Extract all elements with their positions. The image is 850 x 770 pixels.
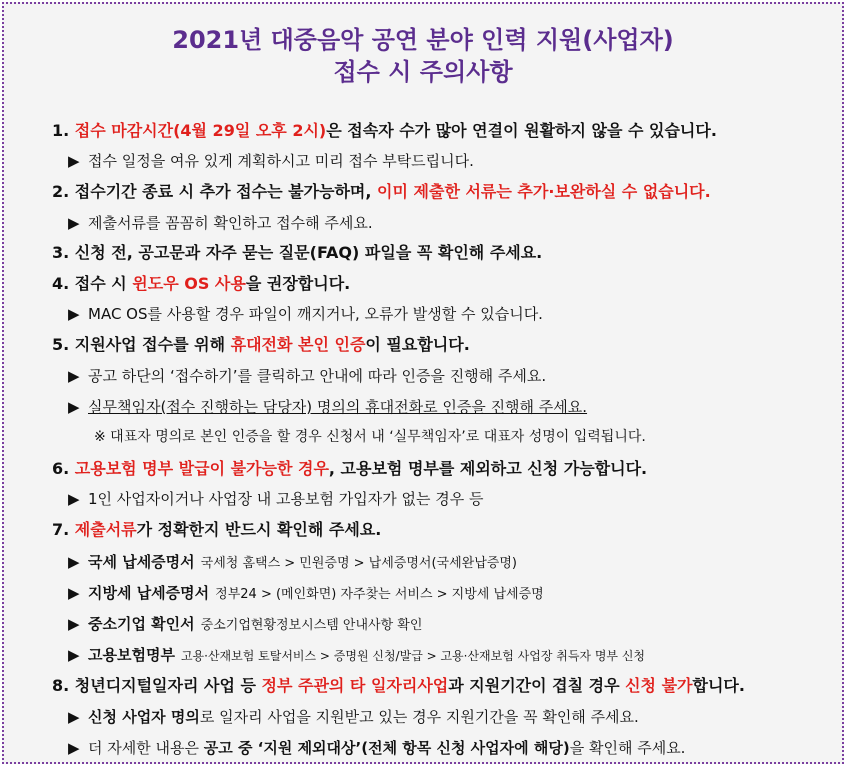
triangle-bullet-icon: ▶	[68, 584, 80, 602]
item-2-sub-1: ▶ 제출서류를 꼼꼼히 확인하고 접수해 주세요.	[68, 214, 373, 232]
triangle-bullet-icon: ▶	[68, 398, 80, 416]
item-8-sub-1: ▶ 신청 사업자 명의로 일자리 사업을 지원받고 있는 경우 지원기간을 꼭 확인해 주세요.	[68, 708, 639, 726]
item-5-highlight: 휴대전화 본인 인증	[230, 335, 366, 354]
item-5-sub-1: ▶ 공고 하단의 ‘접수하기’를 클릭하고 안내에 따라 인증을 진행해 주세요.	[68, 367, 547, 385]
item-6-sub-1: ▶ 1인 사업자이거나 사업장 내 고용보험 가입자가 없는 경우 등	[68, 490, 484, 508]
item-2: 2. 접수기간 종료 시 추가 접수는 불가능하며, 이미 제출한 서류는 추가·보완하실 수 없습니다.	[52, 182, 711, 201]
item-8-sub-2: ▶ 더 자세한 내용은 공고 중 ‘지원 제외대상’(전체 항목 신청 사업자에 해당)을 확인해 주세요.	[68, 739, 686, 757]
item-1-text: 은 접속자 수가 많아 연결이 원활하지 않을 수 있습니다.	[326, 121, 717, 140]
triangle-bullet-icon: ▶	[68, 646, 80, 664]
triangle-bullet-icon: ▶	[68, 553, 80, 571]
triangle-bullet-icon: ▶	[68, 739, 80, 757]
item-7-sub-1: ▶ 국세 납세증명서 국세청 홈택스 > 민원증명 > 납세증명서(국세완납증명)	[68, 553, 517, 571]
item-4: 4. 접수 시 윈도우 OS 사용을 권장합니다.	[52, 274, 351, 293]
item-4-highlight: 윈도우 OS 사용	[132, 274, 246, 293]
title-line-1: 2021년 대중음악 공연 분야 인력 지원(사업자)	[172, 26, 674, 54]
title-line-2: 접수 시 주의사항	[333, 58, 513, 86]
item-5-note: ※ 대표자 명의로 본인 인증을 할 경우 신청서 내 ‘실무책임자’로 대표자 성명이 입력됩니다.	[94, 429, 646, 445]
item-1	[52, 120, 717, 142]
notice-box	[2, 2, 844, 764]
item-6: 6. 고용보험 명부 발급이 불가능한 경우, 고용보험 명부를 제외하고 신청 가능합니다.	[52, 459, 648, 478]
item-7: 7. 제출서류가 정확한지 반드시 확인해 주세요.	[52, 520, 382, 539]
item-8-highlight-2: 신청 불가	[625, 676, 693, 695]
item-1-number: 1.	[52, 121, 75, 140]
item-1-sub-1: ▶ 접수 일정을 여유 있게 계획하시고 미리 접수 부탁드립니다.	[68, 152, 474, 170]
item-8-highlight-1: 정부 주관의 타 일자리사업	[261, 676, 449, 695]
item-8: 8. 청년디지털일자리 사업 등 정부 주관의 타 일자리사업과 지원기간이 겹칠 경우 신청 불가합니다.	[52, 676, 745, 695]
item-4-sub-1: ▶ MAC OS를 사용할 경우 파일이 깨지거나, 오류가 발생할 수 있습니다.	[68, 305, 543, 323]
triangle-bullet-icon: ▶	[68, 367, 80, 385]
item-6-highlight: 고용보험 명부 발급이 불가능한 경우	[74, 459, 329, 478]
triangle-bullet-icon: ▶	[68, 615, 80, 633]
triangle-bullet-icon: ▶	[68, 214, 80, 232]
item-5-sub-2: ▶ 실무책임자(접수 진행하는 담당자) 명의의 휴대전화로 인증을 진행해 주세요.	[68, 398, 588, 416]
item-5: 5. 지원사업 접수를 위해 휴대전화 본인 인증이 필요합니다.	[52, 335, 470, 354]
item-1-highlight: 접수 마감시간(4월 29일 오후 2시)	[74, 121, 327, 140]
triangle-bullet-icon: ▶	[68, 305, 80, 323]
triangle-bullet-icon: ▶	[68, 490, 80, 508]
item-3: 3. 신청 전, 공고문과 자주 묻는 질문(FAQ) 파일을 꼭 확인해 주세요.	[52, 243, 543, 262]
item-7-highlight: 제출서류	[74, 520, 137, 539]
item-2-highlight: 이미 제출한 서류는 추가·보완하실 수 없습니다.	[377, 182, 711, 201]
triangle-bullet-icon: ▶	[68, 708, 80, 726]
item-7-sub-3: ▶ 중소기업 확인서 중소기업현황정보시스템 안내사항 확인	[68, 615, 423, 633]
item-7-sub-4: ▶ 고용보험명부 고용·산재보험 토탈서비스 > 증명원 신청/발급 > 고용·산재보험 사업장 취득자 명부 신청	[68, 646, 646, 664]
item-7-sub-2: ▶ 지방세 납세증명서 정부24 > (메인화면) 자주찾는 서비스 > 지방세 납세증명	[68, 584, 544, 602]
triangle-bullet-icon: ▶	[68, 152, 80, 170]
